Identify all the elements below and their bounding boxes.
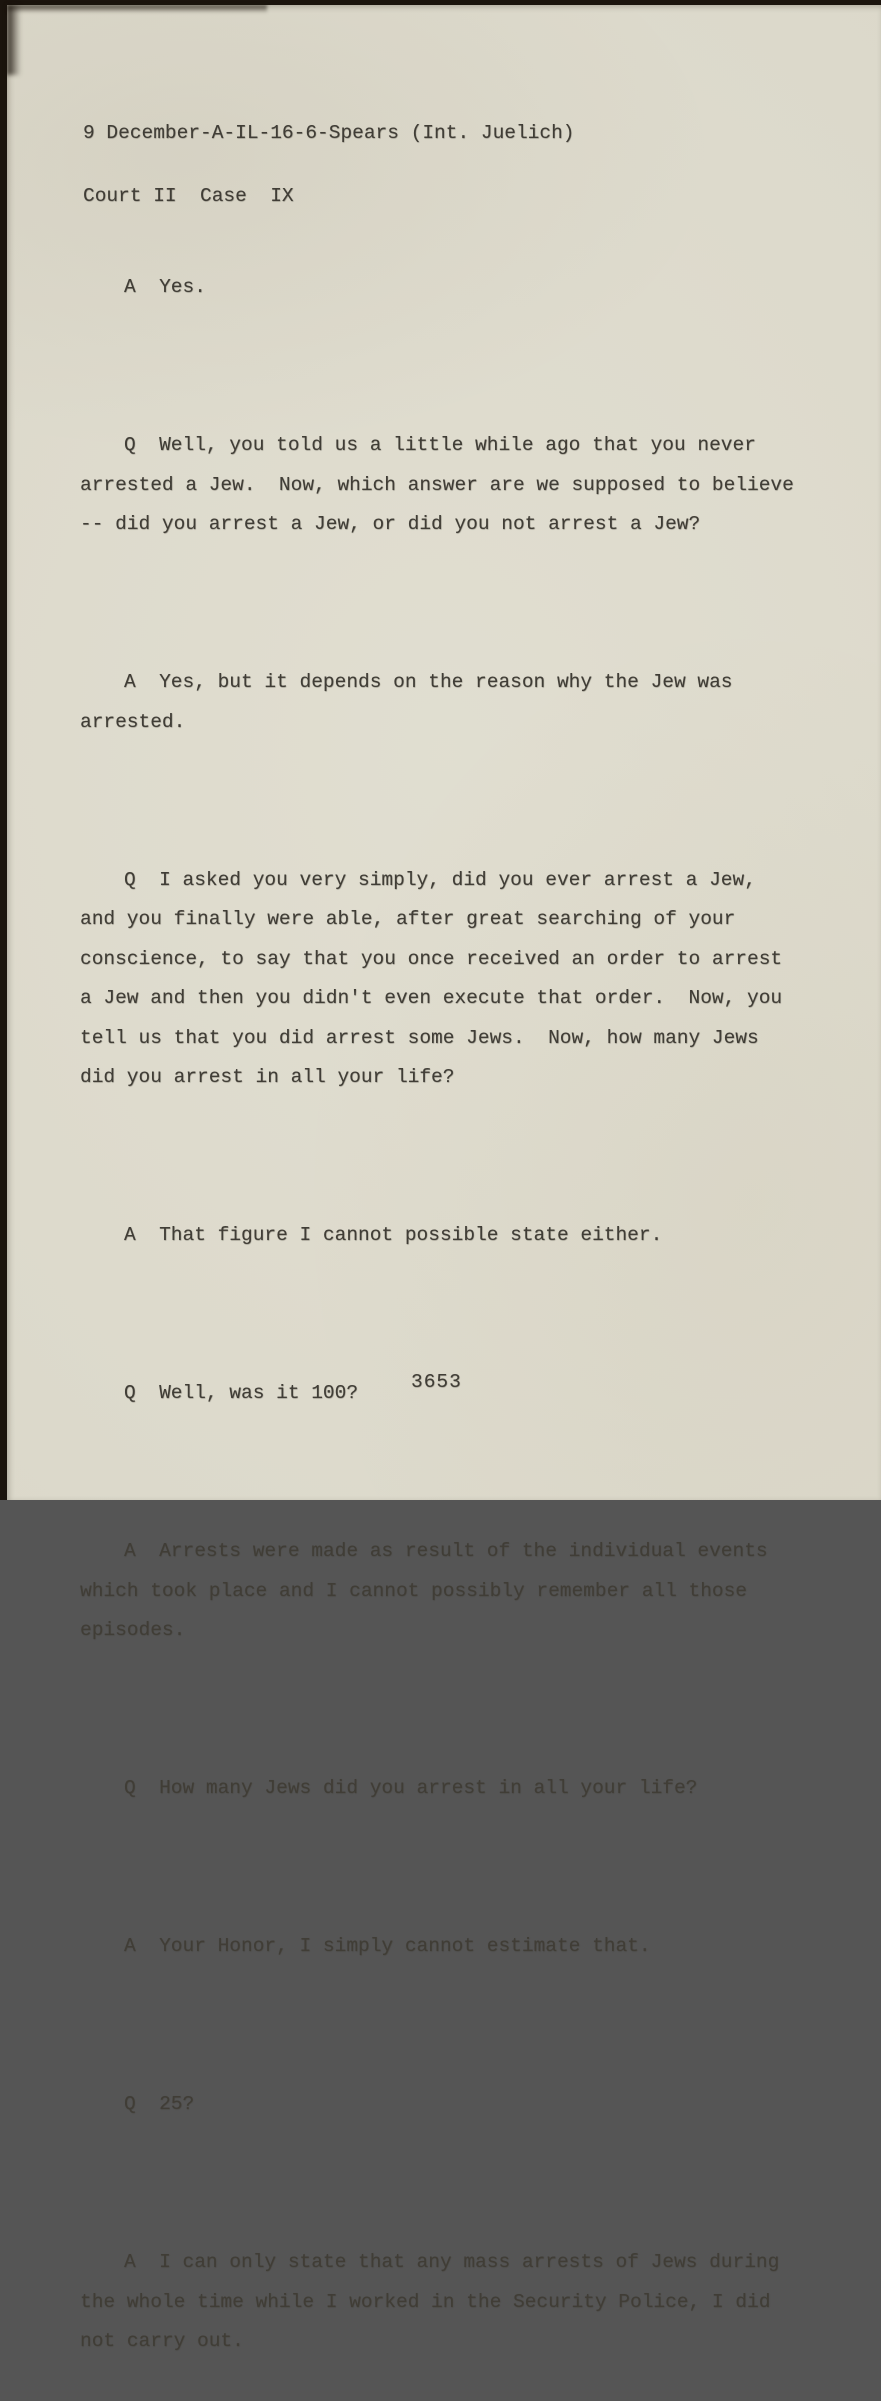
speaker-label: Q — [124, 1777, 136, 1799]
page-number: 3653 — [411, 1371, 462, 1393]
entry-text: Arrests were made as result of the individual events which took place and I cannot possibly remember all those episodes. — [80, 1540, 780, 1641]
entry-text: Well, was it 100? — [159, 1382, 359, 1404]
entry-text: How many Jews did you arrest in all your life? — [159, 1777, 698, 1799]
speaker-label: A — [124, 276, 136, 298]
transcript-paragraph — [80, 1532, 801, 1651]
transcript-paragraph — [80, 2085, 801, 2125]
speaker-label: A — [124, 671, 136, 693]
entry-text: That figure I cannot possible state either. — [159, 1224, 663, 1246]
header-line-1: 9 December-A-IL-16-6-Spears (Int. Juelich) — [83, 122, 575, 144]
entry-text: I asked you very simply, did you ever arrest a Jew, and you finally were able, after great searching of your conscience, to say that you once received an order to arrest a Jew and then you didn't even execute that order. Now, you tell us that you did arrest some Jews. Now, how many Jews did you arrest in all your life? — [80, 868, 794, 1088]
speaker-label: A — [124, 1935, 136, 1957]
entry-text: I can only state that any mass arrests of Jews during the whole time while I worked in the Security Police, I did not carry out. — [80, 2251, 791, 2352]
speaker-label: A — [124, 1540, 136, 1562]
transcript-paragraph — [80, 268, 801, 308]
transcript-paragraph — [80, 1927, 801, 1967]
transcript-paragraph — [80, 861, 801, 1098]
entry-text: Well, you told us a little while ago that you never arrested a Jew. Now, which answer are we supposed to believe -- did you arrest a Jew, or did you not arrest a Jew? — [80, 434, 806, 535]
transcript-paragraph — [80, 663, 801, 742]
paper-sheet — [7, 5, 881, 2352]
entry-text: Yes, but it depends on the reason why the Jew was arrested. — [80, 671, 745, 733]
entry-text: 25? — [159, 2093, 195, 2115]
transcript-paragraph — [80, 1216, 801, 1256]
transcript — [80, 189, 806, 2401]
transcript-paragraph — [80, 426, 806, 545]
entry-text: Your Honor, I simply cannot estimate that. — [159, 1935, 651, 1957]
header-line-2: Court II Case IX — [83, 185, 294, 207]
speaker-label: Q — [124, 434, 136, 456]
speaker-label: Q — [124, 868, 136, 891]
speaker-label: A — [124, 1224, 136, 1246]
speaker-label: Q — [124, 2093, 136, 2115]
transcript-paragraph — [80, 2243, 801, 2362]
transcript-paragraph — [80, 1769, 801, 1809]
speaker-label: A — [124, 2251, 136, 2273]
speaker-label: Q — [124, 1382, 136, 1404]
entry-text: Yes. — [159, 276, 206, 298]
